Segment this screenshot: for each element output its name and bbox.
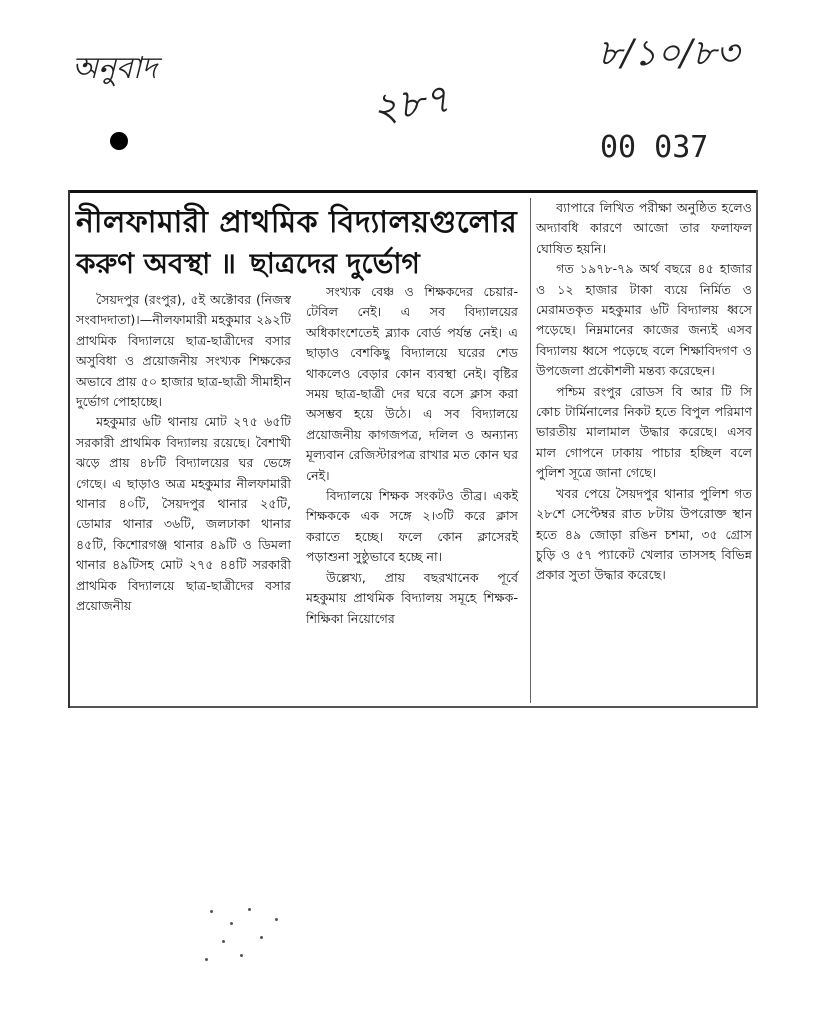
speck: [230, 922, 233, 925]
paragraph: গত ১৯৭৮-৭৯ অর্থ বছরে ৪৫ হাজার ও ১২ হাজার টাকা ব্যয়ে নির্মিত ও মেরামতকৃত মহকুমার ৬টি বিদ্যালয় ধ্বসে পড়েছে। নিম্নমানের কাজের জন্যই এসব বিদ্যালয় ধ্বসে পড়েছে বলে শিক্ষাবিদগণ ও উপজেলা প্রকৌশলী মন্তব্য করেছেন।: [536, 261, 752, 379]
headline-line-1: নীলফামারী প্রাথমিক বিদ্যালয়গুলোর: [76, 205, 518, 240]
clipping-border-left: [68, 190, 70, 708]
paragraph: সংখ্যক বেঞ্চ ও শিক্ষকদের চেয়ার-টেবিল নেই। এ সব বিদ্যালয়ের অধিকাংশেতেই ব্ল্যাক বোর্ড পর্যন্ত নেই। এ ছাড়াও বেশকিছু বিদ্যালয়ে ঘরের শেড থাকলেও বেড়ার কোন ব্যবস্থা নেই। বৃষ্টির সময় ছাত্র-ছাত্রী দের ঘরে বসে ক্লাস করা অসম্ভব হয়ে উঠে। এ সব বিদ্যালয়ে প্রয়োজনীয় কাগজপত্র, দলিল ও অন্যান্য মূল্যবান রেজিস্টারপত্র রাখার মত কোন ঘর নেই।: [306, 284, 518, 483]
speck: [248, 908, 251, 911]
handwritten-annotation-top-left: অনুবাদ: [72, 51, 158, 86]
scan-specks: [200, 900, 300, 970]
article-column-2: [306, 210, 518, 629]
paragraph: খবর পেয়ে সৈয়দপুর থানার পুলিশ গত ২৮শে সেপ্টেম্বর রাত ৮টায় উপরোক্ত স্থান হতে ৪৯ জোড়া রঙিন চশমা, ৩৫ গ্রোস চুড়ি ও ৫৭ প্যাকেট খেলার তাসসহ বিভিন্ন প্রকার সুতা উদ্ধার করেছে।: [536, 485, 752, 583]
speck: [205, 958, 208, 961]
clipping-border-right: [756, 190, 758, 708]
handwritten-date: ৮/১০/৮৩: [598, 33, 740, 74]
stamp-number: 00 037: [600, 130, 709, 165]
paragraph: বিদ্যালয়ে শিক্ষক সংকটও তীব্র। একই শিক্ষককে এক সঙ্গে ২।৩টি করে ক্লাস করাতে হচ্ছে। ফলে কোন ক্লাসেরই পড়াশুনা সুষ্ঠুভাবে হচ্ছে না।: [306, 488, 518, 565]
speck: [222, 940, 225, 943]
column-divider: [530, 198, 531, 703]
article-column-1: [76, 290, 291, 617]
handwritten-annotation-center: ২৮৭: [368, 75, 453, 133]
paragraph: সৈয়দপুর (রংপুর), ৫ই অক্টোবর (নিজস্ব সংবাদদাতা)।—নীলফামারী মহকুমার ২৯২টি প্রাথমিক বিদ্যালয়ে ছাত্র-ছাত্রীদের বসার অসুবিধা ও প্রয়োজনীয় সংখ্যক শিক্ষকের অভাবে প্রায় ৫০ হাজার ছাত্র-ছাত্রী সীমাহীন দুর্ভোগ পোহাচ্ছে।: [76, 292, 291, 410]
speck: [275, 918, 278, 921]
headline-main: করুণ অবস্থা ॥: [76, 247, 236, 280]
speck: [240, 954, 243, 957]
clipping-border-bottom: [68, 706, 758, 708]
article-column-3: [536, 198, 752, 586]
ink-dot: [110, 132, 128, 150]
speck: [260, 936, 263, 939]
headline-subtitle: ছাত্রদের দুর্ভোগ: [249, 247, 420, 280]
clipping-border-top: [68, 190, 758, 193]
newspaper-clipping: [68, 190, 758, 710]
paragraph: পশ্চিম রংপুর রোডস বি আর টি সি কোচ টার্মিনালের নিকট হতে বিপুল পরিমাণ ভারতীয় মালামাল উদ্ধার করেছে। এসব মাল গোপনে ঢাকায় পাচার হচ্ছিল বলে পুলিশ সূত্রে জানা গেছে।: [536, 383, 752, 481]
paragraph: উল্লেখ্য, প্রায় বছরখানেক পূর্বে মহকুমায় প্রাথমিক বিদ্যালয় সমূহে শিক্ষক-শিক্ষিকা নিয়োগের: [306, 569, 518, 626]
speck: [210, 910, 213, 913]
paragraph: মহকুমার ৬টি থানায় মোট ২৭৫ ৬৫টি সরকারী প্রাথমিক বিদ্যালয় রয়েছে। বৈশাখী ঝড়ে প্রায় ৪৮টি বিদ্যালয়ের ঘর ভেঙ্গে গেছে। এ ছাড়াও অত্র মহকুমার নীলফামারী থানার ৪০টি, সৈয়দপুর থানার ২৫টি, ডোমার থানার ৩৬টি, জলঢাকা থানার ৪৫টি, কিশোরগঞ্জ থানার ৪৯টি ও ডিমলা থানার ৪৯টিসহ মোট ২৭৫ ৪৪টি সরকারী প্রাথমিক বিদ্যালয়ে ছাত্র-ছাত্রীদের বসার প্রয়োজনীয়: [76, 414, 291, 614]
paragraph: ব্যাপারে লিখিত পরীক্ষা অনুষ্ঠিত হলেও অদ্যাবধি কারণে আজো তার ফলাফল ঘোষিত হয়নি।: [536, 200, 752, 256]
headline-space: [306, 210, 518, 282]
